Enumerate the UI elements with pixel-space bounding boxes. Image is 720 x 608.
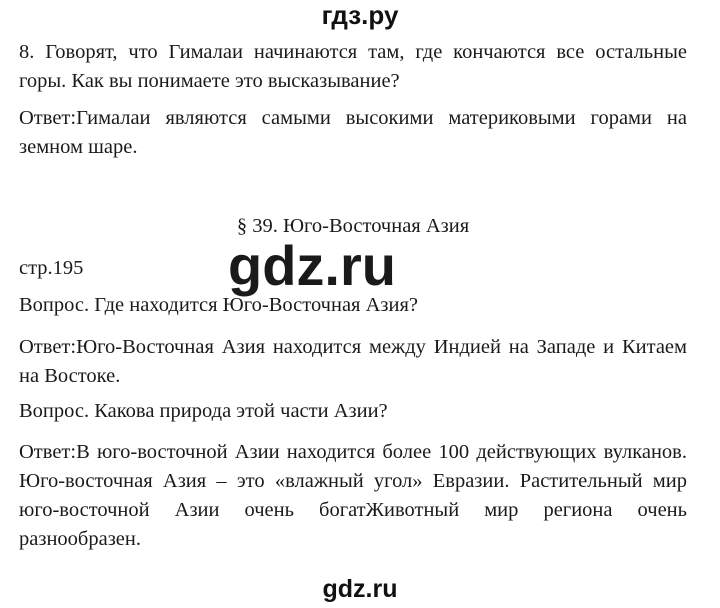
page-reference: стр.195 [19, 257, 84, 279]
question-8: 8. Говорят, что Гималаи начинаются там, где кончаются все остальные горы. Как вы понимаете это высказывание? [19, 41, 687, 92]
section-title: § 39. Юго-Восточная Азия [236, 215, 470, 237]
question-nature: Вопрос. Какова природа этой части Азии? [19, 400, 388, 422]
answer-8: Ответ:Гималаи являются самыми высокими материковыми горами на земном шаре. [19, 107, 687, 158]
question-location: Вопрос. Где находится Юго-Восточная Азия? [19, 294, 418, 316]
answer-nature: Ответ:В юго-восточной Азии находится более 100 действующих вулканов. Юго-восточная Азия – это «влажный угол» Евразии. Растительный мир юго-восточной Азии очень богатЖивотный мир региона очень разнообразен. [19, 441, 687, 550]
site-header: гдз.ру [321, 0, 399, 30]
watermark: gdz.ru [228, 234, 396, 297]
answer-location: Ответ:Юго-Восточная Азия находится между Индией на Западе и Китаем на Востоке. [19, 336, 687, 387]
site-footer: gdz.ru [322, 575, 398, 603]
